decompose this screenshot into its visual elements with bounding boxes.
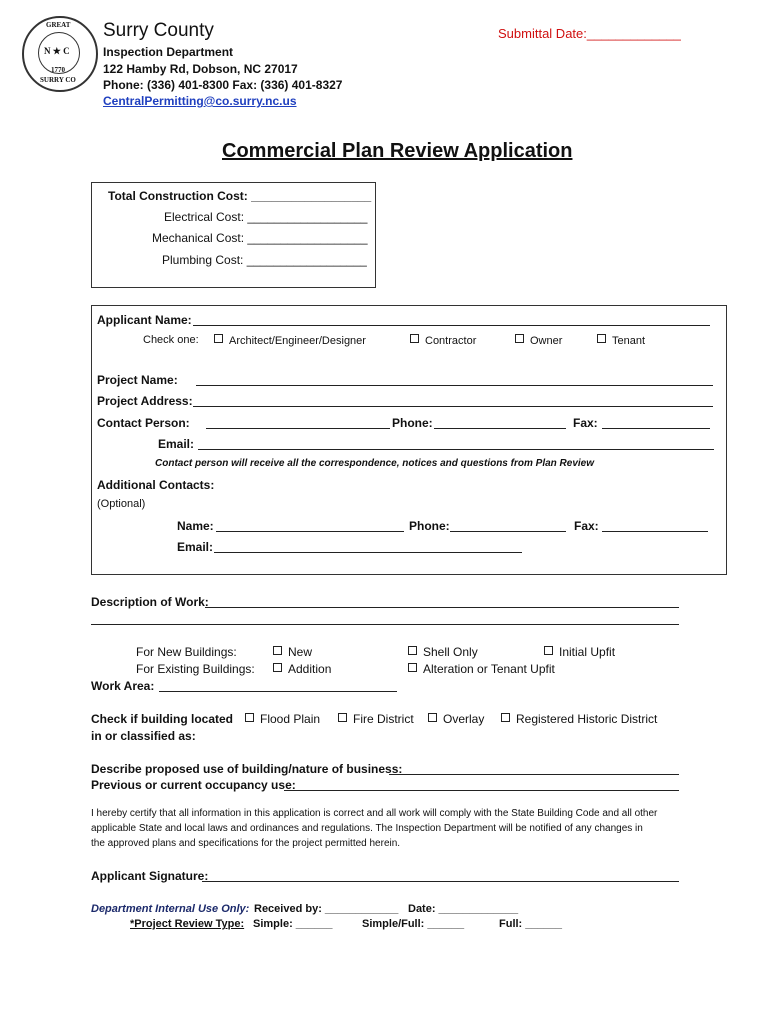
county-seal: [22, 16, 98, 92]
description-label: Description of Work:: [91, 595, 209, 609]
checkbox-icon[interactable]: [214, 334, 223, 343]
description-input-line-2[interactable]: [91, 613, 679, 625]
option-label: Owner: [530, 335, 563, 347]
contact-person-label: Contact Person:: [97, 416, 190, 430]
department-address: 122 Hamby Rd, Dobson, NC 27017: [103, 62, 298, 76]
option-label: Tenant: [612, 335, 646, 347]
additional-contacts-label: Additional Contacts:: [97, 478, 215, 492]
proposed-use-input[interactable]: [389, 763, 679, 775]
internal-use-label: Department Internal Use Only:: [91, 903, 250, 915]
checkbox-icon[interactable]: [338, 713, 347, 722]
option-initial-upfit[interactable]: [544, 645, 615, 659]
description-input[interactable]: [205, 596, 679, 608]
project-address-label: Project Address:: [97, 394, 193, 408]
option-alteration[interactable]: [408, 662, 555, 676]
option-historic-district[interactable]: [501, 712, 657, 726]
option-label: Architect/Engineer/Designer: [229, 335, 366, 347]
additional-phone-input[interactable]: [450, 520, 566, 532]
signature-label: Applicant Signature:: [91, 869, 209, 883]
checkbox-icon[interactable]: [515, 334, 524, 343]
checkbox-icon[interactable]: [428, 713, 437, 722]
previous-use-input[interactable]: [284, 779, 679, 791]
checkbox-icon[interactable]: [273, 646, 282, 655]
option-label: Addition: [288, 662, 332, 676]
checkbox-icon[interactable]: [501, 713, 510, 722]
checkbox-icon[interactable]: [273, 663, 282, 672]
checkbox-icon[interactable]: [408, 663, 417, 672]
check-one-label: Check one:: [143, 334, 199, 346]
project-name-label: Project Name:: [97, 373, 178, 387]
applicant-name-input[interactable]: [193, 314, 710, 326]
additional-fax-label: Fax:: [574, 519, 599, 533]
option-label: Fire District: [353, 712, 414, 726]
project-address-input[interactable]: [193, 395, 713, 407]
certify-text-line-3: the approved plans and specifications for the project permitted herein.: [91, 838, 401, 849]
work-area-input[interactable]: [159, 680, 397, 692]
seal-glyph: N ★ C: [44, 46, 70, 56]
work-area-label: Work Area:: [91, 679, 155, 693]
existing-buildings-label: For Existing Buildings:: [136, 662, 255, 676]
option-tenant[interactable]: [597, 334, 645, 347]
option-new[interactable]: [273, 645, 312, 659]
electrical-cost-field[interactable]: Electrical Cost: __________________: [164, 210, 368, 224]
certify-text-line-1: I hereby certify that all information in this application is correct and all work will comply with the State Building Code and all other: [91, 808, 658, 819]
option-overlay[interactable]: [428, 712, 484, 726]
option-flood-plain[interactable]: [245, 712, 320, 726]
checkbox-icon[interactable]: [408, 646, 417, 655]
option-label: Overlay: [443, 712, 485, 726]
additional-name-label: Name:: [177, 519, 214, 533]
total-cost-field[interactable]: Total Construction Cost: __________________: [108, 189, 372, 203]
checkbox-icon[interactable]: [544, 646, 553, 655]
located-label-2: in or classified as:: [91, 729, 196, 743]
contact-phone-input[interactable]: [434, 417, 566, 429]
proposed-use-label: Describe proposed use of building/nature of business:: [91, 762, 403, 776]
additional-email-input[interactable]: [214, 541, 522, 553]
contact-phone-label: Phone:: [392, 416, 433, 430]
option-label: Flood Plain: [260, 712, 321, 726]
seal-glyph: SURRY CO: [40, 76, 76, 84]
mechanical-cost-field[interactable]: Mechanical Cost: __________________: [152, 231, 368, 245]
department-name: Inspection Department: [103, 45, 234, 59]
contact-email-input[interactable]: [198, 438, 714, 450]
contact-person-input[interactable]: [206, 417, 390, 429]
email-link[interactable]: CentralPermitting@co.surry.nc.us: [103, 94, 297, 108]
option-contractor[interactable]: [410, 334, 476, 347]
review-simple-full-field[interactable]: Simple/Full: ______: [362, 918, 465, 930]
county-name: Surry County: [103, 20, 214, 41]
option-fire-district[interactable]: [338, 712, 414, 726]
project-name-input[interactable]: [196, 374, 713, 386]
seal-glyph: GREAT: [46, 21, 71, 29]
page-title: Commercial Plan Review Application: [222, 140, 573, 162]
additional-email-label: Email:: [177, 540, 214, 554]
option-label: Shell Only: [423, 645, 478, 659]
certify-text-line-2: applicable State and local laws and ordinances and regulations. The Inspection Department will be notified of any changes in: [91, 823, 643, 834]
contact-note: Contact person will receive all the correspondence, notices and questions from Plan Review: [155, 458, 595, 469]
option-label: Initial Upfit: [559, 645, 616, 659]
contact-fax-label: Fax:: [573, 416, 598, 430]
department-phone-fax: Phone: (336) 401-8300 Fax: (336) 401-8327: [103, 78, 343, 92]
option-owner[interactable]: [515, 334, 562, 347]
additional-phone-label: Phone:: [409, 519, 450, 533]
option-label: Contractor: [425, 335, 477, 347]
review-full-field[interactable]: Full: ______: [499, 918, 562, 930]
option-label: Alteration or Tenant Upfit: [423, 662, 555, 676]
contact-fax-input[interactable]: [602, 417, 710, 429]
optional-note: (Optional): [97, 498, 146, 510]
new-buildings-label: For New Buildings:: [136, 645, 237, 659]
option-label: Registered Historic District: [516, 712, 658, 726]
checkbox-icon[interactable]: [245, 713, 254, 722]
additional-name-input[interactable]: [216, 520, 404, 532]
previous-use-label: Previous or current occupancy use:: [91, 778, 296, 792]
additional-fax-input[interactable]: [602, 520, 708, 532]
seal-glyph: 1770: [51, 66, 65, 74]
option-label: New: [288, 645, 313, 659]
plumbing-cost-field[interactable]: Plumbing Cost: __________________: [162, 253, 367, 267]
review-simple-field[interactable]: Simple: ______: [253, 918, 333, 930]
located-label-1: Check if building located: [91, 712, 234, 726]
option-architect[interactable]: [214, 334, 366, 347]
signature-input[interactable]: [202, 870, 679, 882]
contact-email-label: Email:: [158, 437, 195, 451]
checkbox-icon[interactable]: [410, 334, 419, 343]
applicant-name-label: Applicant Name:: [97, 313, 192, 327]
option-addition[interactable]: [273, 662, 331, 676]
submittal-date[interactable]: Submittal Date:_____________: [498, 26, 681, 41]
option-shell-only[interactable]: [408, 645, 478, 659]
internal-date-field[interactable]: Date: _____________: [408, 903, 519, 915]
received-by-field[interactable]: Received by: ____________: [254, 903, 399, 915]
checkbox-icon[interactable]: [597, 334, 606, 343]
review-type-label: *Project Review Type:: [130, 918, 245, 930]
